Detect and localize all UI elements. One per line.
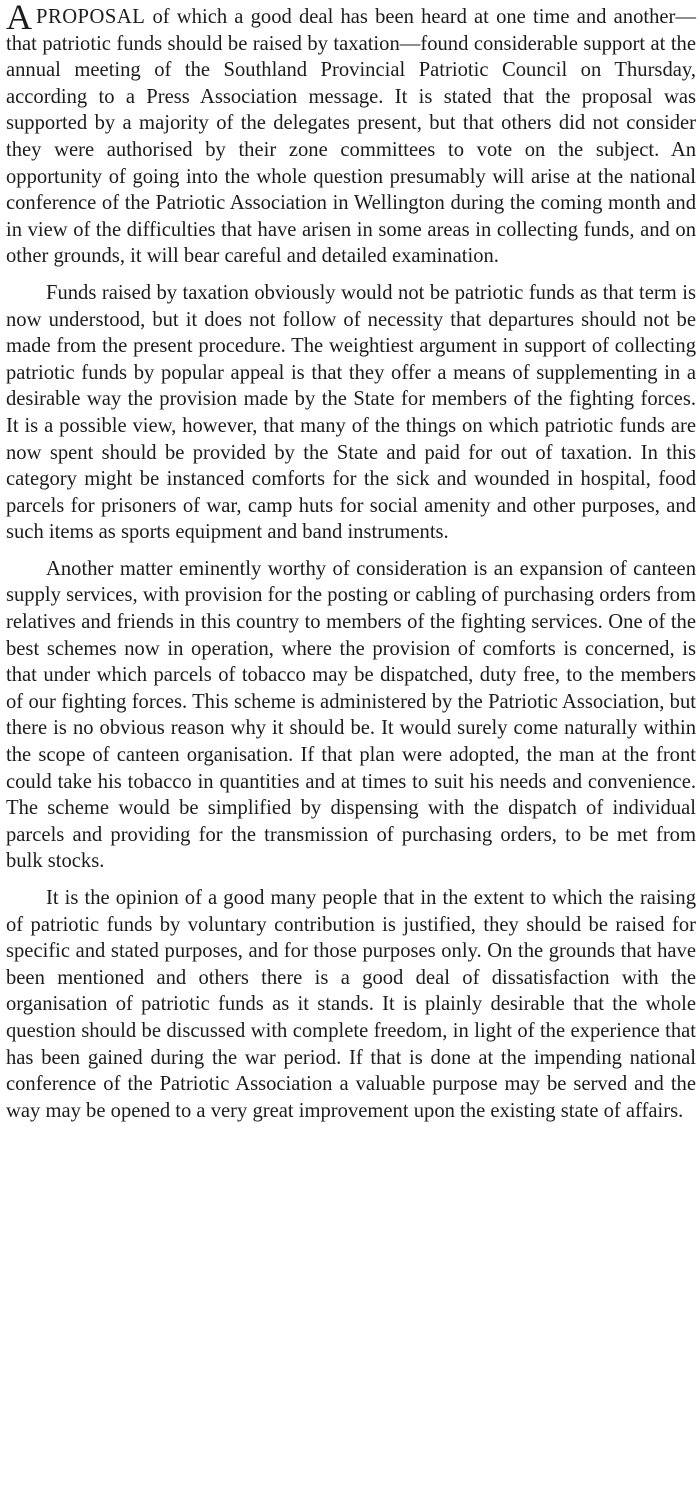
- lead-word: PROPOSAL: [36, 6, 146, 28]
- article-column: [6, 0, 697, 1124]
- paragraph-2-text: Funds raised by taxation obviously would not be patriotic funds as that term is now understood, but it does not follow of necessity that departures should not be made from the present procedure. The weightiest argument in support of collecting patriotic funds by popular appeal is that they offer a means of supplementing in a desirable way the provision made by the State for members of the fighting forces. It is a possible view, however, that many of the things on which patriotic funds are now spent should be provided by the State and paid for out of taxation. In this category might be instanced comforts for the sick and wounded in hospital, food parcels for prisoners of war, camp huts for social amenity and other purposes, and such items as sports equipment and band instruments.: [6, 281, 696, 544]
- paragraph-2: [6, 280, 696, 546]
- paragraph-1-text: of which a good deal has been heard at one time and another—that patriotic funds should be raised by taxation—found considerable support at the annual meeting of the Southland Provincial Patriotic Council on Thursday, according to a Press Association message. It is stated that the proposal was supported by a majority of the delegates present, but that others did not consider they were authorised by their zone committees to vote on the subject. An opportunity of going into the whole question presumably will arise at the national conference of the Patriotic Association in Wellington during the coming month and in view of the difficulties that have arisen in some areas in collecting funds, and on other grounds, it will bear careful and detailed examination.: [6, 6, 697, 268]
- paragraph-4-text: It is the opinion of a good many people that in the extent to which the raising of patriotic funds by voluntary contribution is justified, they should be raised for specific and stated purposes, and for those purposes only. On the grounds that have been mentioned and others there is a good deal of dissatisfaction with the organisation of patriotic funds as it stands. It is plainly desirable that the whole question should be discussed with complete freedom, in light of the experience that has been gained during the war period. If that is done at the impending national conference of the Patriotic Association a valuable purpose may be served and the way may be opened to a very great improvement upon the existing state of affairs.: [6, 887, 696, 1122]
- drop-cap-letter: A: [6, 0, 32, 37]
- paragraph-3: [6, 556, 696, 875]
- paragraph-1: [6, 0, 697, 270]
- paragraph-4: [6, 885, 696, 1124]
- paragraph-3-text: Another matter eminently worthy of consideration is an expansion of canteen supply services, with provision for the posting or cabling of purchasing orders from relatives and friends in this country to members of the fighting services. One of the best schemes now in operation, where the provision of comforts is concerned, is that under which parcels of tobacco may be dispatched, duty free, to the members of our fighting forces. This scheme is administered by the Patriotic Association, but there is no obvious reason why it should be. It would surely come naturally within the scope of canteen organisation. If that plan were adopted, the man at the front could take his tobacco in quantities and at times to suit his needs and convenience. The scheme would be simplified by dispensing with the dispatch of individual parcels and providing for the transmission of purchasing orders, to be met from bulk stocks.: [6, 557, 696, 873]
